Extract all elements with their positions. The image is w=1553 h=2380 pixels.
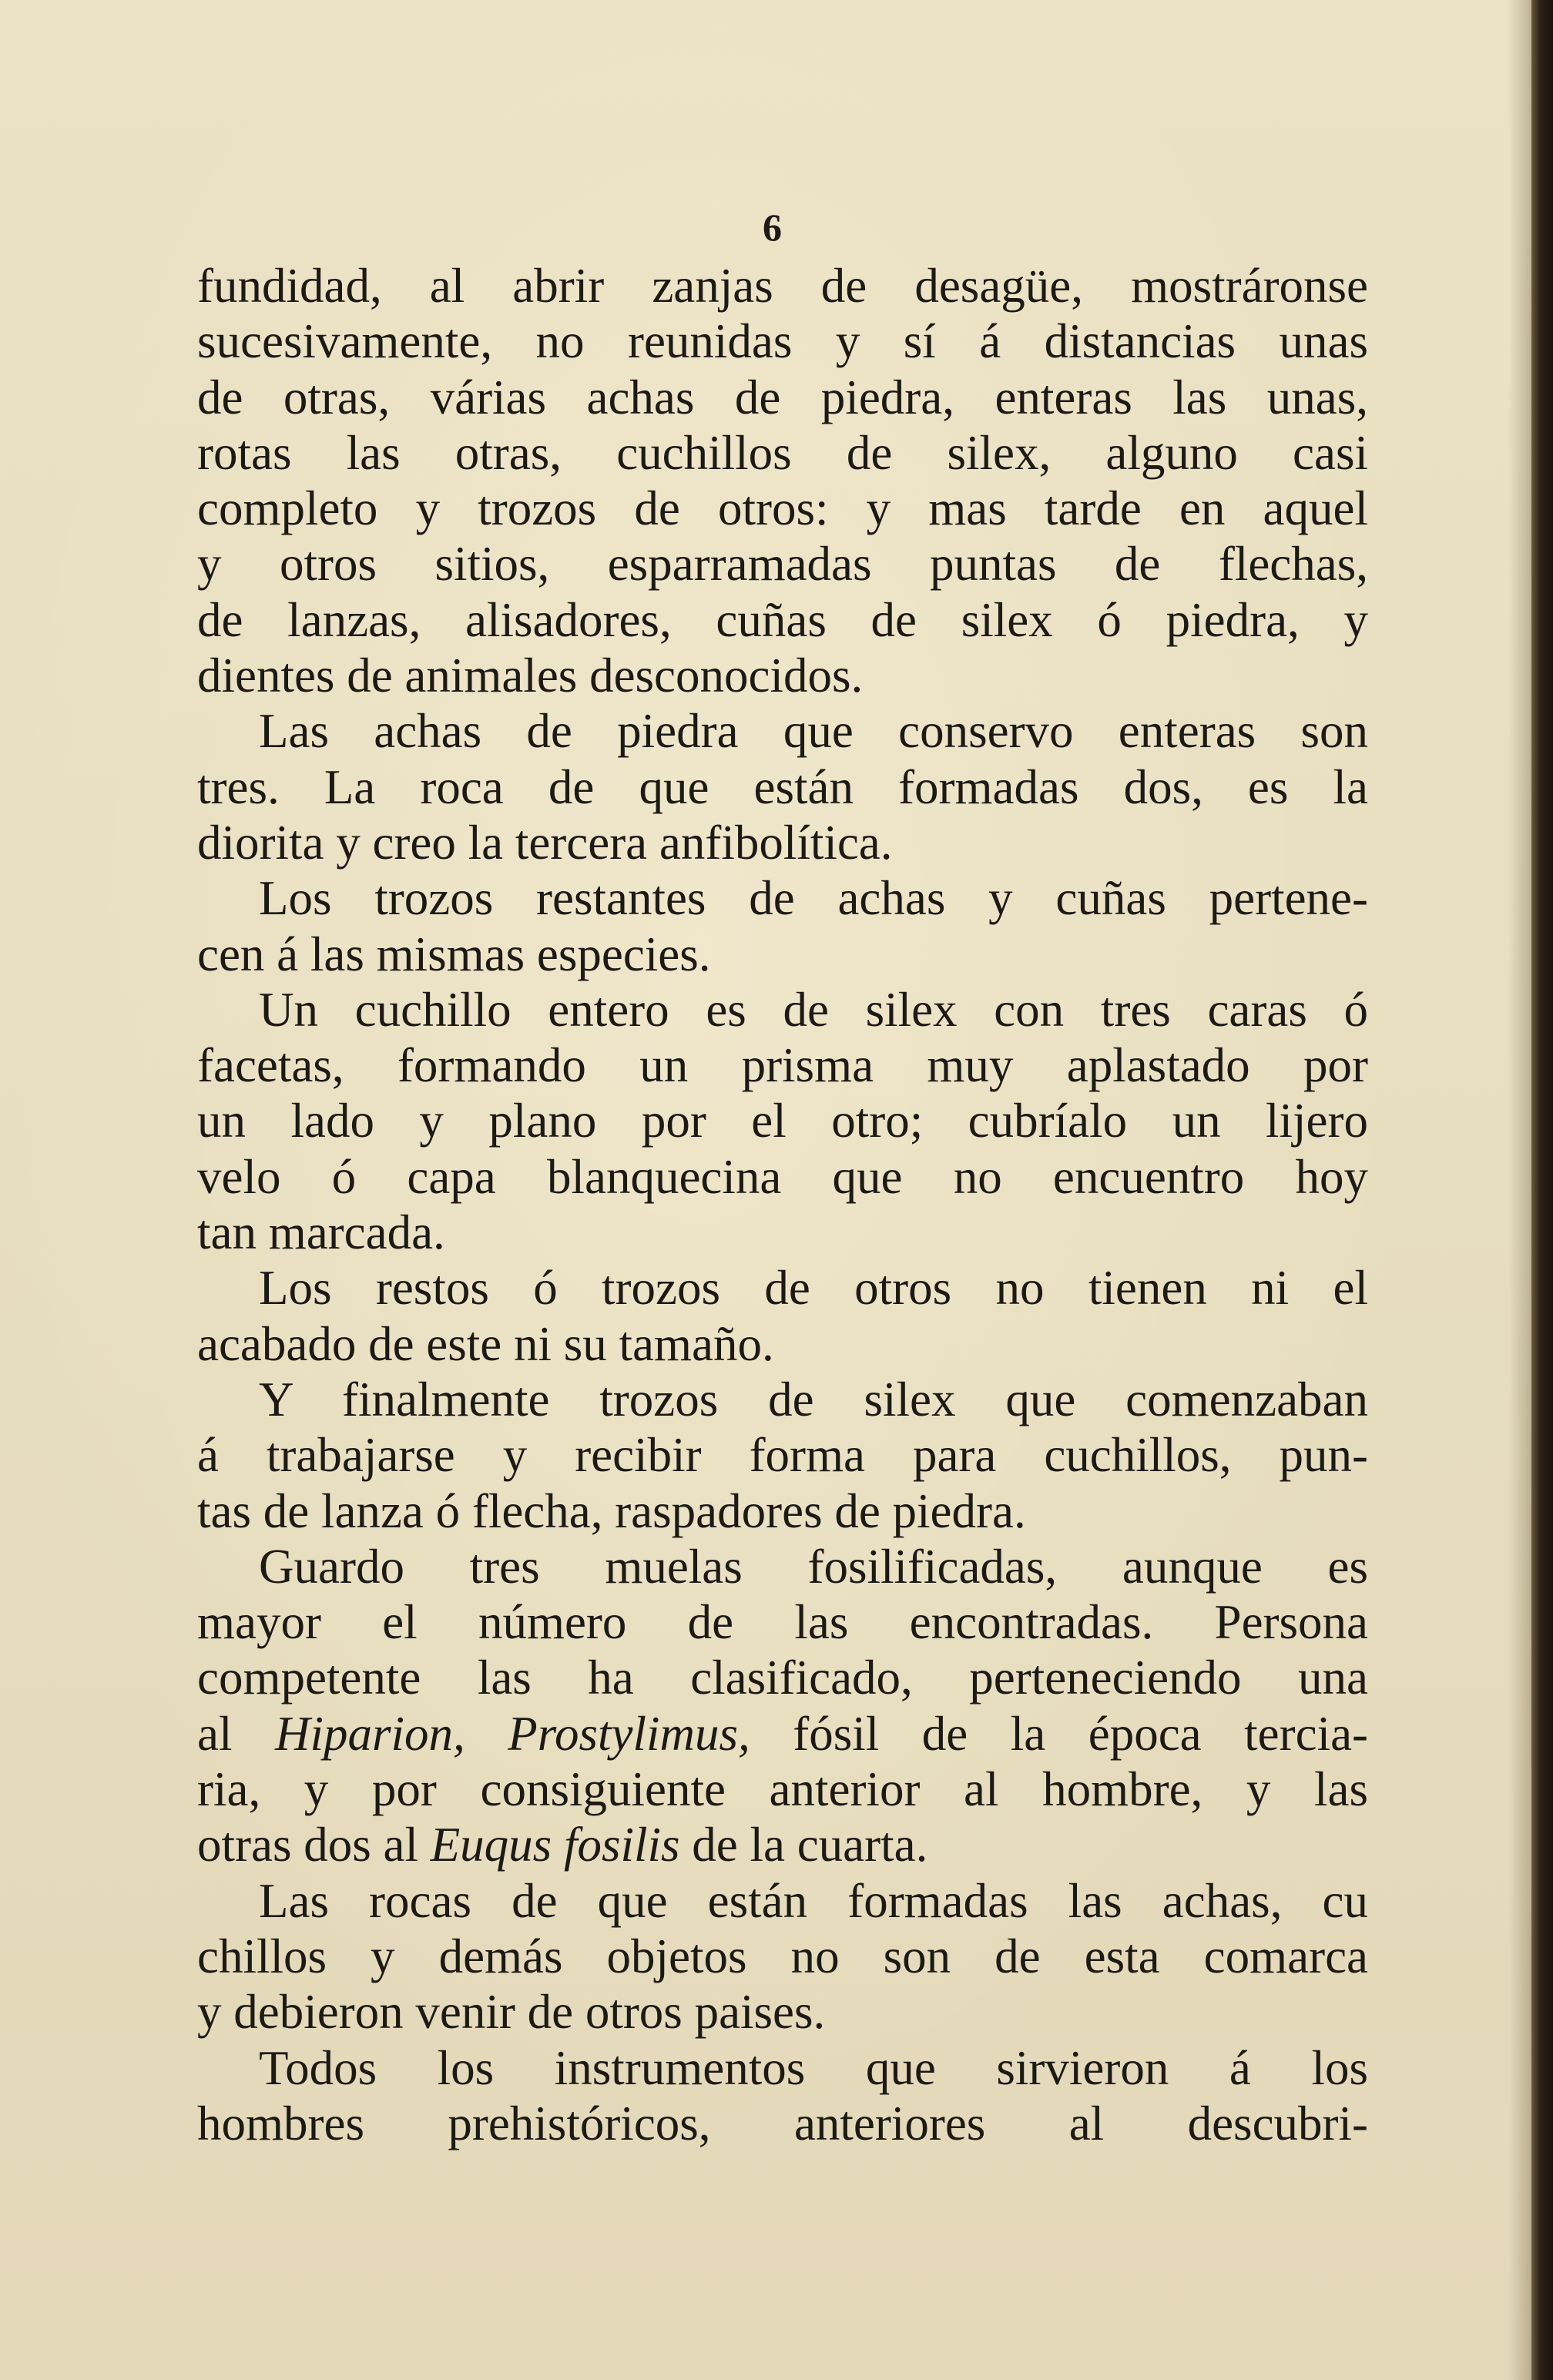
text-line: ria, y por consiguiente anterior al hombre, y las (197, 1762, 1368, 1817)
text-line: velo ó capa blanquecina que no encuentro hoy (197, 1149, 1368, 1204)
text-line: mayor el número de las encontradas. Persona (197, 1595, 1368, 1650)
text-line-with-italic (197, 1706, 1368, 1762)
text-fragment: fósil de la época tercia- (750, 1706, 1369, 1761)
italic-species-name: Hiparion, Prostylimus, (275, 1706, 750, 1761)
book-spine (1531, 0, 1553, 2380)
text-line: y otros sitios, esparramadas puntas de flechas, (197, 537, 1368, 592)
paragraph-start-line: Y finalmente trozos de silex que comenzaban (259, 1372, 1368, 1426)
text-line: completo y trozos de otros: y mas tarde en aquel (197, 481, 1368, 536)
text-line: chillos y demás objetos no son de esta comarca (197, 1929, 1368, 1983)
text-line: á trabajarse y recibir forma para cuchillos, pun- (197, 1428, 1368, 1483)
paragraph-start-line: Guardo tres muelas fosilificadas, aunque es (259, 1539, 1368, 1594)
text-fragment: de la cuarta. (679, 1818, 928, 1872)
paragraph-start-line: Un cuchillo entero es de silex con tres caras ó (259, 982, 1368, 1037)
italic-species-name: Euqus fosilis (430, 1818, 680, 1872)
text-line: hombres prehistóricos, anteriores al descubri- (197, 2096, 1368, 2150)
paragraph-start-line: Los trozos restantes de achas y cuñas pertene- (259, 871, 1368, 926)
text-line: diorita y creo la tercera anfibolítica. (197, 815, 893, 870)
text-line-with-italic (197, 1817, 1368, 1872)
paragraph-start-line: Las rocas de que están formadas las achas, cu (259, 1873, 1368, 1928)
text-line: acabado de este ni su tamaño. (197, 1316, 774, 1371)
paragraph-start-line: Las achas de piedra que conservo enteras son (259, 704, 1368, 759)
text-line: de otras, várias achas de piedra, enteras las unas, (197, 370, 1368, 424)
text-line: cen á las mismas especies. (197, 927, 711, 981)
text-line: tas de lanza ó flecha, raspadores de piedra. (197, 1483, 1026, 1538)
paragraph-start-line: Los restos ó trozos de otros no tienen ni el (259, 1261, 1368, 1316)
text-line: tres. La roca de que están formadas dos, es la (197, 759, 1368, 814)
text-line: rotas las otras, cuchillos de silex, alguno casi (197, 425, 1368, 480)
text-line: de lanzas, alisadores, cuñas de silex ó piedra, y (197, 592, 1368, 647)
binding-shadow (1508, 0, 1531, 2380)
text-line: y debieron venir de otros paises. (197, 1985, 826, 2040)
page-number: 6 (763, 206, 782, 249)
text-line: facetas, formando un prisma muy aplastado por (197, 1038, 1368, 1093)
text-fragment: al (197, 1706, 275, 1761)
body-text (197, 258, 1368, 2151)
text-line: un lado y plano por el otro; cubríalo un lijero (197, 1094, 1368, 1148)
paragraph-start-line: Todos los instrumentos que sirvieron á los (259, 2040, 1368, 2095)
text-line: sucesivamente, no reunidas y sí á distancias unas (197, 314, 1368, 369)
text-line: dientes de animales desconocidos. (197, 649, 864, 703)
text-fragment: otras dos al (197, 1818, 431, 1872)
text-line: fundidad, al abrir zanjas de desagüe, mostráronse (197, 259, 1368, 313)
text-line: tan marcada. (197, 1205, 445, 1260)
text-line: competente las ha clasificado, perteneciendo una (197, 1651, 1368, 1705)
